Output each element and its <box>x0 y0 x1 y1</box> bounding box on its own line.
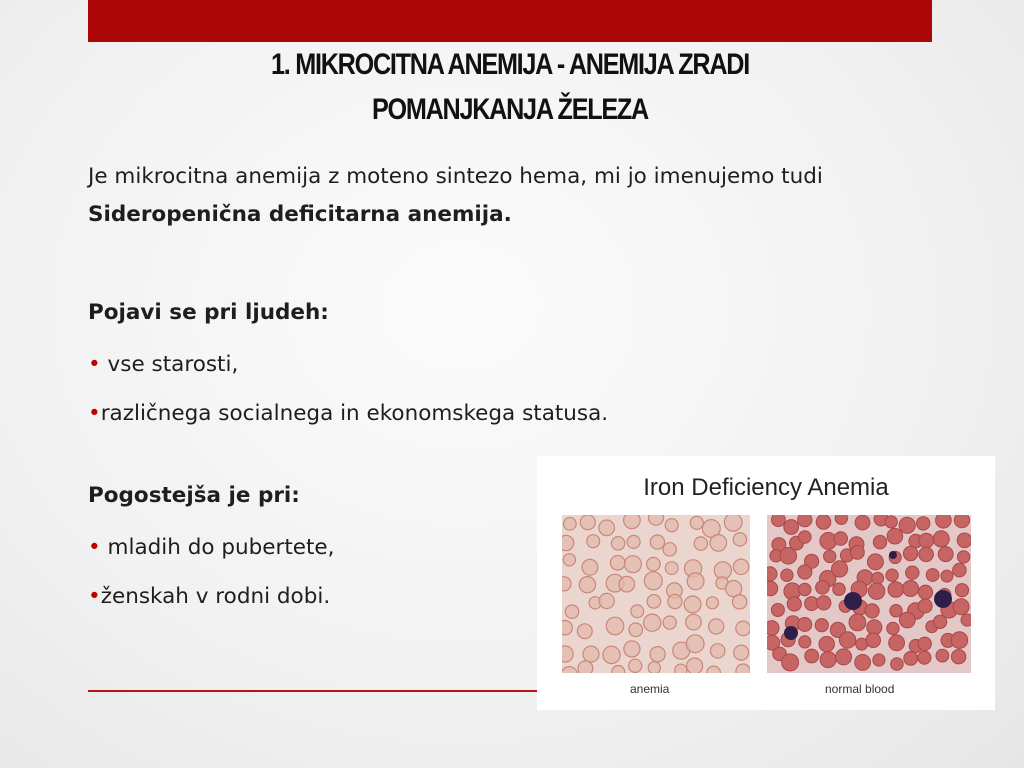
red-blood-cell <box>612 666 625 674</box>
red-blood-cell <box>565 605 578 618</box>
anemia-caption: anemia <box>630 682 670 696</box>
red-blood-cell <box>710 535 727 552</box>
red-blood-cell <box>663 543 676 556</box>
red-blood-cell <box>582 559 598 575</box>
red-blood-cell <box>631 605 644 618</box>
red-blood-cell <box>624 556 641 573</box>
red-blood-cell <box>663 616 676 629</box>
red-blood-cell <box>562 646 573 662</box>
red-blood-cell <box>951 650 965 664</box>
red-blood-cell <box>957 533 971 548</box>
red-blood-cell <box>890 605 902 617</box>
red-blood-cell <box>780 548 797 565</box>
red-blood-cell <box>771 604 784 617</box>
red-blood-cell <box>918 585 932 599</box>
red-blood-cell <box>787 597 801 611</box>
red-blood-cell <box>834 532 848 546</box>
red-blood-cell <box>611 537 624 550</box>
red-blood-cell <box>889 635 905 651</box>
red-blood-cell <box>587 535 600 548</box>
red-blood-cell <box>953 563 967 577</box>
red-blood-cell <box>650 535 664 549</box>
red-blood-cell <box>627 535 640 548</box>
red-blood-cell <box>888 582 904 598</box>
red-blood-cell <box>918 637 931 650</box>
red-blood-cell <box>733 533 746 546</box>
list-item-text: ženskah v rodni dobi. <box>100 584 331 609</box>
red-blood-cell <box>798 565 812 579</box>
top-accent-bar <box>88 0 932 42</box>
section1-heading: Pojavi se pri ljudeh: <box>88 300 329 325</box>
red-blood-cell <box>851 546 865 560</box>
red-blood-cell <box>767 621 779 636</box>
red-blood-cell <box>603 646 620 663</box>
red-blood-cell <box>957 551 969 563</box>
list-item <box>88 340 848 389</box>
red-blood-cell <box>675 664 687 673</box>
red-blood-cell <box>736 621 750 636</box>
red-blood-cell <box>918 599 932 613</box>
red-blood-cell <box>687 658 703 673</box>
intro-text: Je mikrocitna anemija z moteno sintezo hema, mi jo imenujemo tudi <box>88 164 823 189</box>
red-blood-cell <box>839 632 855 648</box>
red-blood-cell <box>867 554 883 570</box>
red-blood-cell <box>624 641 640 657</box>
red-blood-cell <box>562 621 572 635</box>
list-item-text: vse starosti, <box>107 352 239 377</box>
list-item-text: mladih do pubertete, <box>107 535 335 560</box>
slide-title <box>182 42 837 132</box>
leukocyte-cell <box>784 626 798 640</box>
red-blood-cell <box>772 515 786 527</box>
list-item-text: različnega socialnega in ekonomskega statusa. <box>100 401 609 426</box>
red-blood-cell <box>732 595 746 609</box>
figure-title: Iron Deficiency Anemia <box>643 474 889 501</box>
red-blood-cell <box>820 652 836 668</box>
red-blood-cell <box>955 584 968 597</box>
red-blood-cell <box>564 518 577 531</box>
red-blood-cell <box>855 655 871 671</box>
red-blood-cell <box>891 658 904 671</box>
red-blood-cell <box>919 547 934 562</box>
red-blood-cell <box>648 662 660 673</box>
red-blood-cell <box>736 664 750 673</box>
red-blood-cell <box>873 535 886 548</box>
red-blood-cell <box>899 612 915 628</box>
red-blood-cell <box>629 623 643 637</box>
red-blood-cell <box>954 515 969 528</box>
red-blood-cell <box>647 595 661 609</box>
red-blood-cell <box>951 632 968 649</box>
red-blood-cell <box>799 531 812 544</box>
intro-bold-term: Sideropenična deficitarna anemija. <box>88 202 512 227</box>
red-blood-cell <box>805 649 819 663</box>
red-blood-cell <box>644 614 661 631</box>
red-blood-cell <box>684 596 701 613</box>
title-line-2: POMANJKANJA ŽELEZA <box>371 93 648 126</box>
red-blood-cell <box>578 661 593 673</box>
list-item <box>88 389 848 438</box>
red-blood-cell <box>798 515 812 527</box>
red-blood-cell <box>961 614 971 626</box>
red-blood-cell <box>887 528 903 544</box>
red-blood-cell <box>799 636 811 648</box>
red-blood-cell <box>904 652 918 666</box>
red-blood-cell <box>817 596 831 610</box>
red-blood-cell <box>706 597 718 609</box>
red-blood-cell <box>665 562 678 575</box>
red-blood-cell <box>577 624 592 639</box>
red-blood-cell <box>885 516 897 528</box>
red-blood-cell <box>733 559 748 574</box>
red-blood-cell <box>687 573 704 590</box>
red-blood-cell <box>799 583 811 595</box>
red-blood-cell <box>624 515 641 529</box>
red-blood-cell <box>941 570 953 582</box>
red-blood-cell <box>599 593 614 608</box>
red-blood-cell <box>579 577 595 593</box>
red-blood-cell <box>819 636 834 651</box>
red-blood-cell <box>694 537 707 550</box>
bullet-icon: • <box>88 584 101 609</box>
normal-blood-micrograph <box>767 515 971 673</box>
red-blood-cell <box>917 517 930 530</box>
red-blood-cell <box>835 515 847 524</box>
red-blood-cell <box>865 604 879 618</box>
red-blood-cell <box>686 635 704 653</box>
red-blood-cell <box>899 517 915 533</box>
red-blood-cell <box>580 515 595 530</box>
red-blood-cell <box>919 533 934 548</box>
red-blood-cell <box>836 649 852 665</box>
red-blood-cell <box>866 633 881 648</box>
red-blood-cell <box>906 566 919 579</box>
red-blood-cell <box>644 572 662 590</box>
red-blood-cell <box>583 646 599 662</box>
red-blood-cell <box>711 644 725 658</box>
normal-blood-caption: normal blood <box>825 682 895 696</box>
red-blood-cell <box>606 617 624 635</box>
red-blood-cell <box>872 572 884 584</box>
bullet-icon: • <box>88 535 101 560</box>
red-blood-cell <box>647 557 661 571</box>
red-blood-cell <box>873 654 885 666</box>
red-blood-cell <box>918 651 931 664</box>
intro-paragraph <box>88 158 848 234</box>
red-blood-cell <box>936 515 952 528</box>
red-blood-cell <box>833 583 846 596</box>
red-blood-cell <box>782 654 799 671</box>
red-blood-cell <box>938 547 953 562</box>
red-blood-cell <box>815 619 828 632</box>
red-blood-cell <box>781 569 793 581</box>
red-blood-cell <box>686 614 702 630</box>
red-blood-cell <box>668 594 682 608</box>
red-blood-cell <box>816 581 830 595</box>
red-blood-cell <box>665 519 678 532</box>
red-blood-cell <box>868 583 884 599</box>
red-blood-cell <box>562 577 571 591</box>
red-blood-cell <box>953 599 969 615</box>
red-blood-cell <box>903 546 917 560</box>
red-blood-cell <box>724 515 742 531</box>
section2-heading: Pogostejša je pri: <box>88 483 300 508</box>
red-blood-cell <box>832 561 848 577</box>
red-blood-cell <box>887 622 899 634</box>
red-blood-cell <box>562 535 574 550</box>
red-blood-cell <box>650 647 665 662</box>
red-blood-cell <box>855 515 870 530</box>
bullet-icon: • <box>88 352 101 377</box>
red-blood-cell <box>816 515 831 529</box>
red-blood-cell <box>610 556 625 571</box>
title-line-1: 1. MIKROCITNA ANEMIJA - ANEMIJA ZRADI <box>271 48 749 81</box>
red-blood-cell <box>599 520 615 536</box>
leukocyte-cell <box>934 590 952 608</box>
red-blood-cell <box>903 581 919 597</box>
red-blood-cell <box>629 659 642 672</box>
red-blood-cell <box>849 614 866 631</box>
leukocyte-cell <box>889 551 897 559</box>
red-blood-cell <box>563 554 575 566</box>
red-blood-cell <box>933 531 949 547</box>
anemia-micrograph <box>562 515 750 673</box>
leukocyte-cell <box>844 592 862 610</box>
red-blood-cell <box>933 615 946 628</box>
red-blood-cell <box>767 567 777 581</box>
red-blood-cell <box>734 645 749 660</box>
red-blood-cell <box>886 569 898 581</box>
bottom-divider <box>88 690 540 692</box>
red-blood-cell <box>798 618 812 632</box>
red-blood-cell <box>926 569 939 582</box>
red-blood-cell <box>936 649 949 662</box>
bullet-icon: • <box>88 401 101 426</box>
red-blood-cell <box>619 576 635 592</box>
red-blood-cell <box>709 619 724 634</box>
red-blood-cell <box>824 550 836 562</box>
red-blood-cell <box>649 515 664 525</box>
red-blood-cell <box>784 520 799 535</box>
red-blood-cell <box>690 516 703 529</box>
red-blood-cell <box>767 581 778 595</box>
